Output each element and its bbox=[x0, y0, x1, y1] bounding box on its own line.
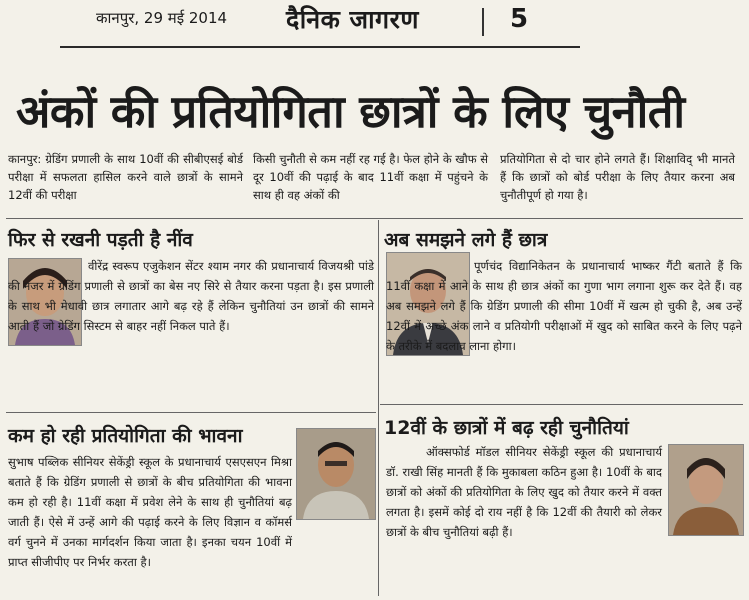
intro-column-3: प्रतियोगिता से दो चार होने लगते हैं। शिक्षाविद् भी मानते हैं कि छात्रों को बोर्ड परीक्षा के लिए तैयार करना अब चुनौतीपूर्ण हो गया है। bbox=[500, 152, 735, 202]
article-headline: अंकों की प्रतियोगिता छात्रों के लिए चुनौती bbox=[16, 85, 685, 138]
newspaper-name: दैनिक जागरण bbox=[286, 5, 419, 34]
section-heading: अब समझने लगे हैं छात्र bbox=[384, 229, 548, 251]
column-divider bbox=[378, 220, 379, 596]
intro-column-2: किसी चुनौती से कम नहीं रह गई है। फेल होने के खौफ से दूर 10वीं की पढ़ाई के बाद 11वीं कक्षा में पहुंचने के साथ ही वह अंकों की bbox=[253, 152, 488, 202]
masthead-divider bbox=[482, 8, 484, 36]
section-body: ऑक्सफोर्ड मॉडल सीनियर सेकेंड्री स्कूल की प्रधानाचार्य डॉ. राखी सिंह मानती हैं कि मुकाबला कठिन हुआ है। 10वीं के बाद छात्रों को अंकों की प्रतियोगिता के लिए खुद को तैयार करने में वक्त लगता है। इसमें कोई दो राय नहीं है कि 12वीं की तैयारी को लेकर छात्रों के बीच चुनौतियां बढ़ी हैं। bbox=[386, 445, 662, 539]
section-divider bbox=[6, 412, 376, 413]
intro-column-1: कानपुर: ग्रेडिंग प्रणाली के साथ 10वीं की सीबीएसई बोर्ड परीक्षा में सफलता हासिल करने वाले छात्रों के सामने 12वीं की परीक्षा bbox=[8, 152, 243, 202]
section-heading: फिर से रखनी पड़ती है नींव bbox=[8, 229, 193, 251]
section-body: पूर्णचंद विद्यानिकेतन के प्रधानाचार्य भाष्कर गैंटी बताते हैं कि 11वीं कक्षा में आने के साथ ही छात्र अंकों का गुणा भाग लगाना शुरू कर देते हैं। वह अब समझने लगे हैं कि ग्रेडिंग प्रणाली की सीमा 10वीं में खत्म हो चुकी है, अब उन्हें 12वीं में अच्छे अंक लाने व प्रतियोगी परीक्षाओं में खुद को साबित करने के लिए पढ़ने के तरीके में बदलाव लाना होगा। bbox=[386, 259, 742, 353]
section-heading: 12वीं के छात्रों में बढ़ रही चुनौतियां bbox=[384, 417, 629, 439]
edition-date: कानपुर, 29 मई 2014 bbox=[96, 9, 228, 27]
principal-photo bbox=[668, 444, 744, 536]
section-divider bbox=[380, 404, 743, 405]
principal-photo bbox=[296, 428, 376, 520]
section-divider bbox=[6, 218, 743, 219]
section-body: वीरेंद्र स्वरूप एजुकेशन सेंटर श्याम नगर की प्रधानाचार्य विजयश्री पांडे की नजर में ग्रेडिंग प्रणाली से छात्रों का बेस नए सिरे से तैयार करना पड़ता है। इस प्रणाली के साथ भी मेधावी छात्र लगातार आगे बढ़ रहे हैं लेकिन चुनौतियां उन छात्रों की सामने आती हैं जो ग्रेडिंग सिस्टम से बाहर नहीं निकल पाते हैं। bbox=[8, 259, 374, 333]
section-heading: कम हो रही प्रतियोगिता की भावना bbox=[8, 425, 243, 447]
masthead-rule bbox=[60, 46, 580, 48]
section-body: सुभाष पब्लिक सीनियर सेकेंड्री स्कूल के प्रधानाचार्य एसएसएन मिश्रा बताते हैं कि ग्रेडिंग प्रणाली से छात्रों के बीच प्रतियोगिता की भावना कम हो रही है। 11वीं कक्षा में प्रवेश लेने के साथ ही चुनौतियां बढ़ जाती हैं। ऐसे में उन्हें आगे की पढ़ाई करने के लिए विज्ञान व कॉमर्स वर्ग चुनने में उनका मार्गदर्शन किया जाता है। इनका चयन 10वीं में प्राप्त सीजीपीए पर निर्भर करता है। bbox=[8, 455, 292, 569]
page-number: 5 bbox=[510, 4, 529, 34]
